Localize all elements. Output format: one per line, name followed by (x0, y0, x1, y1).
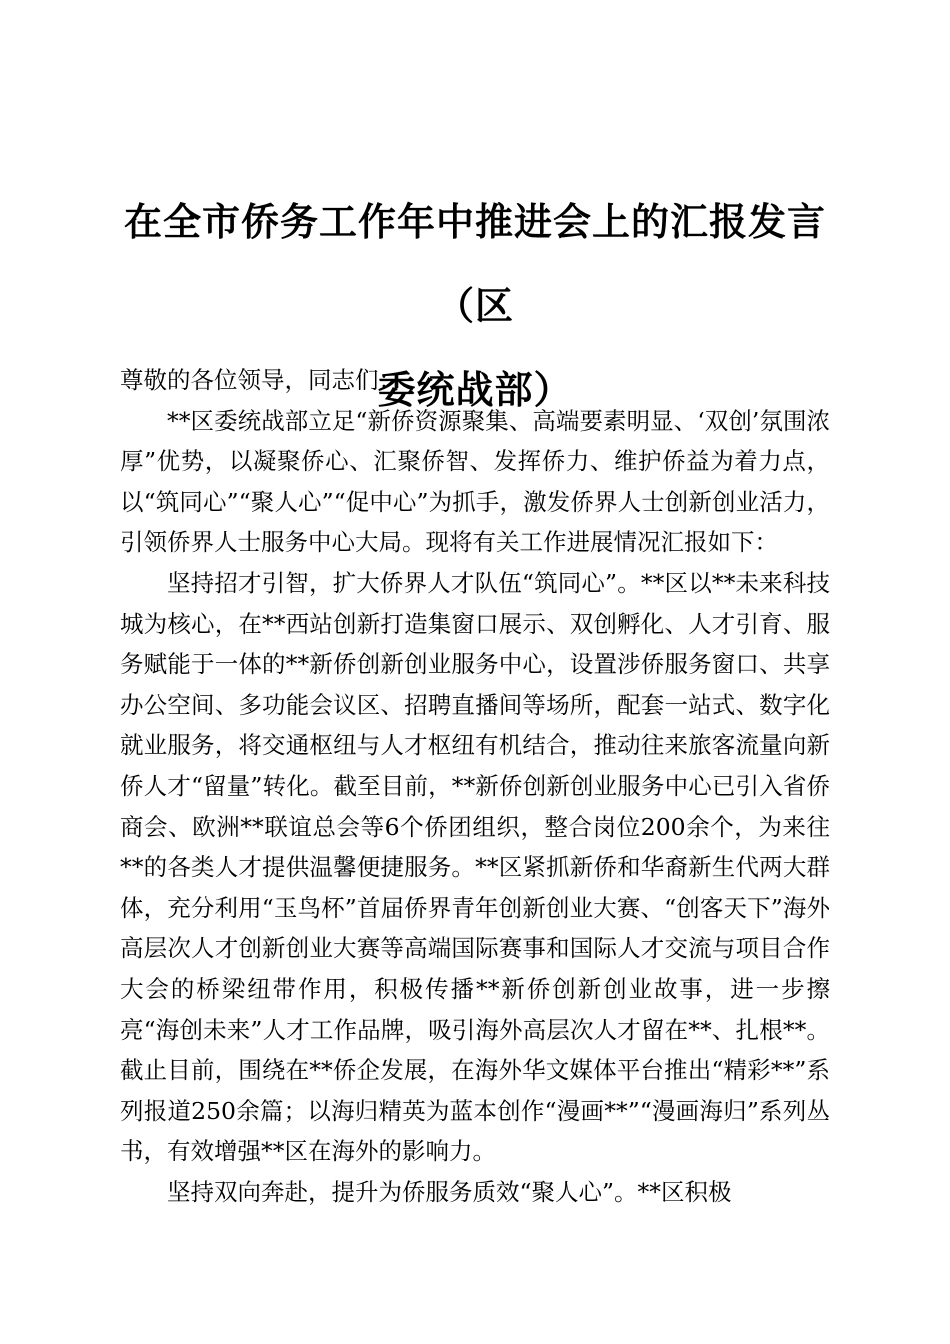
salutation: 尊敬的各位领导，同志们： (120, 366, 402, 394)
paragraph-intro: **区委统战部立足“新侨资源聚集、高端要素明显、‘双创’氛围浓厚”优势，以凝聚侨心、汇聚侨智、发挥侨力、维护侨益为着力点，以“筑同心”“聚人心”“促中心”为抓手，激发侨界人士创新创业活力，引领侨界人士服务中心大局。现将有关工作进展情况汇报如下： (120, 406, 830, 557)
document-body (120, 360, 830, 1212)
document-title-line-2: 委统战部） (377, 368, 573, 412)
paragraph-talent: 坚持招才引智，扩大侨界人才队伍“筑同心”。**区以**未来科技城为核心，在**西站创新打造集窗口展示、双创孵化、人才引育、服务赋能于一体的**新侨创新创业服务中心，设置涉侨服务窗口、共享办公空间、多功能会议区、招聘直播间等场所，配套一站式、数字化就业服务，将交通枢纽与人才枢纽有机结合，推动往来旅客流量向新侨人才“留量”转化。截至目前，**新侨创新创业服务中心已引入省侨商会、欧洲**联谊总会等6个侨团组织，整合岗位200余个，为来往**的各类人才提供温馨便捷服务。**区紧抓新侨和华裔新生代两大群体，充分利用“玉鸟杯”首届侨界青年创新创业大赛、“创客天下”海外高层次人才创新创业大赛等高端国际赛事和国际人才交流与项目合作大会的桥梁纽带作用，积极传播**新侨创新创业故事，进一步擦亮“海创未来”人才工作品牌，吸引海外高层次人才留在**、扎根**。截止目前，围绕在**侨企发展，在海外华文媒体平台推出“精彩**”系列报道250余篇；以海归精英为蓝本创作“漫画**”“漫画海归”系列丛书，有效增强**区在海外的影响力。 (120, 568, 830, 1166)
paragraph-service: 坚持双向奔赴，提升为侨服务质效“聚人心”。**区积极 (167, 1177, 732, 1206)
document-title-line-1: 在全市侨务工作年中推进会上的汇报发言（区 (123, 200, 826, 328)
